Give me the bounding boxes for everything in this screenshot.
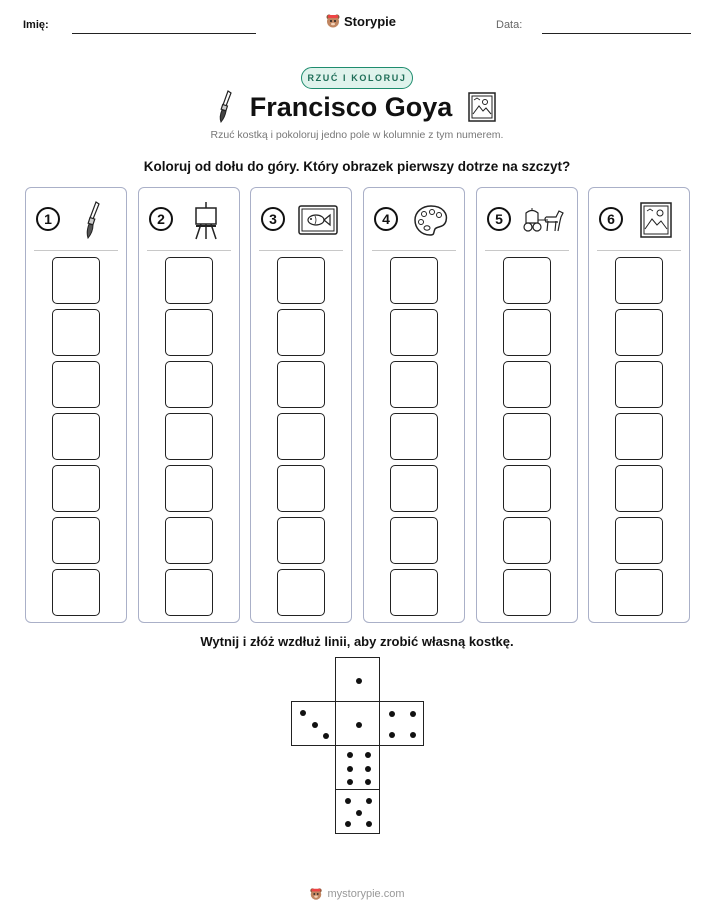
die-pip — [345, 798, 351, 804]
subtitle: Rzuć kostką i pokoloruj jedno pole w kolumnie z tym numerem. — [210, 129, 504, 141]
page-title: Francisco Goya — [249, 91, 453, 122]
date-line[interactable] — [542, 33, 691, 34]
die-pip — [410, 711, 416, 717]
column-1 — [25, 187, 127, 623]
color-cell[interactable] — [165, 569, 213, 616]
color-cell[interactable] — [503, 517, 551, 564]
color-cell[interactable] — [615, 569, 663, 616]
color-cell[interactable] — [165, 257, 213, 304]
column-header — [26, 200, 126, 246]
date-label: Data: — [496, 19, 523, 31]
column-divider — [34, 250, 118, 251]
die-pip — [345, 821, 351, 827]
column-divider — [597, 250, 681, 251]
column-divider — [485, 250, 569, 251]
die-pip — [410, 732, 416, 738]
color-cell[interactable] — [503, 569, 551, 616]
die-pip — [389, 711, 395, 717]
column-header — [477, 200, 577, 246]
storypie-logo — [325, 13, 396, 29]
column-5 — [476, 187, 578, 623]
color-cell[interactable] — [277, 361, 325, 408]
die-pip — [356, 810, 362, 816]
column-header — [589, 200, 689, 246]
column-number: 2 — [149, 207, 173, 231]
die-pip — [347, 752, 353, 758]
color-cell[interactable] — [390, 257, 438, 304]
column-number: 4 — [374, 207, 398, 231]
die-pip — [356, 678, 362, 684]
landscape-painting-icon — [468, 92, 496, 122]
color-cell[interactable] — [277, 465, 325, 512]
die-pip — [356, 722, 362, 728]
color-cell[interactable] — [165, 413, 213, 460]
color-cell[interactable] — [503, 361, 551, 408]
horse-carriage-icon — [521, 200, 567, 240]
color-cell[interactable] — [52, 413, 100, 460]
die-pip — [323, 733, 329, 739]
palette-icon — [408, 200, 454, 240]
color-cell[interactable] — [52, 465, 100, 512]
color-cell[interactable] — [52, 517, 100, 564]
die-pip — [347, 766, 353, 772]
die-pip — [366, 798, 372, 804]
fish-painting-icon — [295, 200, 341, 240]
die-face-1 — [335, 657, 380, 702]
bear-icon — [325, 13, 341, 29]
die-face-4 — [379, 701, 424, 746]
column-6 — [588, 187, 690, 623]
color-cell[interactable] — [277, 309, 325, 356]
color-cell[interactable] — [615, 465, 663, 512]
bear-icon — [309, 887, 323, 901]
die-face-1 — [335, 701, 380, 746]
column-divider — [372, 250, 456, 251]
color-cell[interactable] — [390, 309, 438, 356]
die-face-6 — [335, 745, 380, 790]
column-4 — [363, 187, 465, 623]
color-cell[interactable] — [277, 517, 325, 564]
color-cell[interactable] — [615, 361, 663, 408]
footer-url[interactable]: mystorypie.com — [327, 888, 405, 900]
color-cell[interactable] — [277, 413, 325, 460]
die-pip — [300, 710, 306, 716]
column-number: 1 — [36, 207, 60, 231]
color-cell[interactable] — [277, 257, 325, 304]
name-label: Imię: — [23, 19, 49, 31]
column-number: 3 — [261, 207, 285, 231]
color-cell[interactable] — [165, 465, 213, 512]
footer — [0, 887, 714, 901]
die-pip — [365, 752, 371, 758]
color-cell[interactable] — [165, 361, 213, 408]
die-face-5 — [335, 789, 380, 834]
column-number: 6 — [599, 207, 623, 231]
die-face-3 — [291, 701, 336, 746]
column-number: 5 — [487, 207, 511, 231]
paintbrush-icon — [70, 200, 116, 240]
column-3 — [250, 187, 352, 623]
color-cell[interactable] — [503, 309, 551, 356]
color-cell[interactable] — [615, 517, 663, 564]
color-cell[interactable] — [52, 309, 100, 356]
die-pip — [347, 779, 353, 785]
column-header — [139, 200, 239, 246]
color-cell[interactable] — [503, 465, 551, 512]
color-cell[interactable] — [390, 413, 438, 460]
instruction-text: Koloruj od dołu do góry. Który obrazek pierwszy dotrze na szczyt? — [143, 159, 571, 174]
die-pip — [366, 821, 372, 827]
column-divider — [259, 250, 343, 251]
column-divider — [147, 250, 231, 251]
die-pip — [365, 779, 371, 785]
color-cell[interactable] — [615, 309, 663, 356]
color-cell[interactable] — [615, 257, 663, 304]
logo-text: Storypie — [344, 13, 397, 29]
color-cell[interactable] — [52, 361, 100, 408]
cut-instruction: Wytnij i złóż wzdłuż linii, aby zrobić własną kostkę. — [200, 634, 514, 649]
die-pip — [389, 732, 395, 738]
name-line[interactable] — [72, 33, 256, 34]
column-header — [364, 200, 464, 246]
column-2 — [138, 187, 240, 623]
color-cell[interactable] — [503, 257, 551, 304]
color-cell[interactable] — [165, 517, 213, 564]
landscape-painting-icon — [633, 200, 679, 240]
color-cell[interactable] — [52, 257, 100, 304]
die-pip — [365, 766, 371, 772]
activity-badge: RZUĆ I KOLORUJ — [301, 67, 413, 89]
color-cell[interactable] — [390, 465, 438, 512]
color-cell[interactable] — [503, 413, 551, 460]
color-cell[interactable] — [390, 361, 438, 408]
color-cell[interactable] — [52, 569, 100, 616]
color-cell[interactable] — [390, 569, 438, 616]
color-cell[interactable] — [615, 413, 663, 460]
color-cell[interactable] — [165, 309, 213, 356]
easel-icon — [183, 200, 229, 240]
paintbrush-icon — [218, 90, 234, 124]
die-pip — [312, 722, 318, 728]
color-cell[interactable] — [390, 517, 438, 564]
title-row — [0, 90, 714, 124]
color-cell[interactable] — [277, 569, 325, 616]
column-header — [251, 200, 351, 246]
